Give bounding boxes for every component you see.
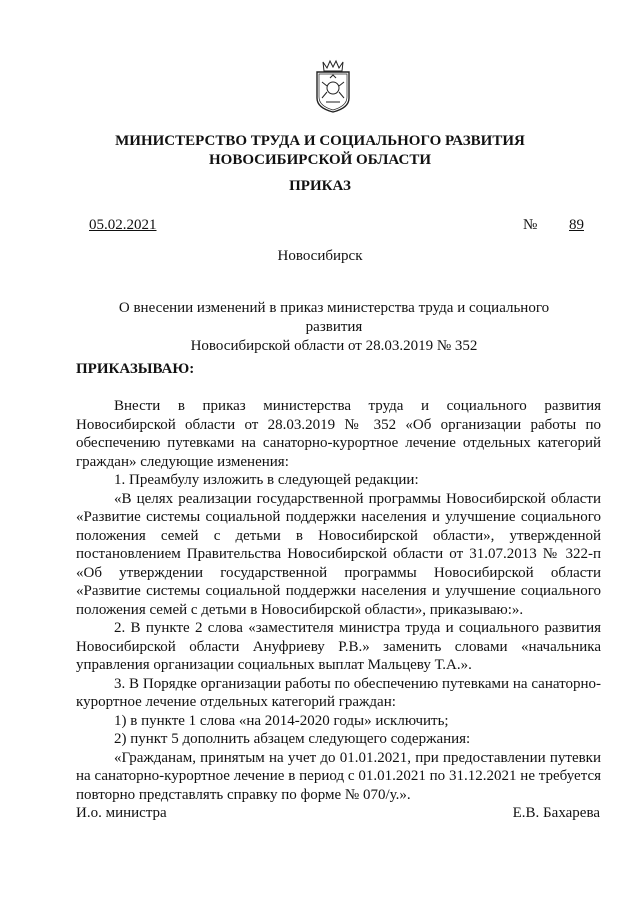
signer-name: Е.В. Бахарева (512, 805, 600, 821)
signer-title: И.о. министра (76, 805, 167, 821)
coat-of-arms-emblem (313, 58, 353, 114)
paragraph: «Гражданам, принятым на учет до 01.01.2021, при предоставлении путевки на санаторно-курортное лечение в период с 01.01.2021 по 31.12.2021 не требуется повторно представлять справку по форме № 070/у.». (76, 749, 601, 803)
paragraph: 1) в пункте 1 слова «на 2014-2020 годы» исключить; (114, 712, 449, 729)
paragraph: 2) пункт 5 дополнить абзацем следующего содержания: (114, 731, 471, 747)
subject-line2: Новосибирской области от 28.03.2019 № 352 (190, 338, 478, 354)
paragraph: 3. В Порядке организации работы по обеспечению путевками на санаторно-курортное лечение отдельных категорий граждан: (76, 675, 601, 710)
city: Новосибирск (277, 248, 363, 264)
paragraph: 2. В пункте 2 слова «заместителя министра труда и социального развития Новосибирской области Ануфриеву Р.В.» заменить словами «начальника управления организации социальных выплат Мальцеву Т.А.». (76, 620, 601, 673)
ministry-name (0, 132, 640, 170)
paragraph: 1. Преамбулу изложить в следующей редакции: (114, 472, 419, 488)
order-date: 05.02.2021 (89, 217, 157, 233)
ministry-name-line1: МИНИСТЕРСТВО ТРУДА И СОЦИАЛЬНОГО РАЗВИТИЯ (115, 133, 525, 149)
order-body (76, 397, 601, 804)
decree-heading: ПРИКАЗЫВАЮ: (76, 361, 195, 377)
paragraph: «В целях реализации государственной программы Новосибирской области «Развитие системы социальной поддержки населения и улучшение социального положения семей с детьми в Новосибирской области», утвержденной постановлением Правительства Новосибирской области от 31.07.2013 № 322-п «Об утверждении государственной программы Новосибирской области «Развитие системы социальной поддержки населения и улучшение социального положения семей с детьми в Новосибирской области», приказываю:». (76, 490, 601, 618)
document-type: ПРИКАЗ (289, 178, 351, 194)
order-number: 89 (569, 217, 584, 233)
subject-line1: О внесении изменений в приказ министерства труда и социального развития (118, 300, 550, 335)
paragraph: Внести в приказ министерства труда и социального развития Новосибирской области от 28.03.2019 № 352 «Об организации работы по обеспечению путевками на санаторно-курортное лечение отдельных категорий граждан» следующие изменения: (76, 398, 601, 470)
ministry-name-line2: НОВОСИБИРСКОЙ ОБЛАСТИ (208, 152, 432, 168)
order-subject (90, 299, 578, 356)
order-number-label: № (523, 217, 538, 233)
